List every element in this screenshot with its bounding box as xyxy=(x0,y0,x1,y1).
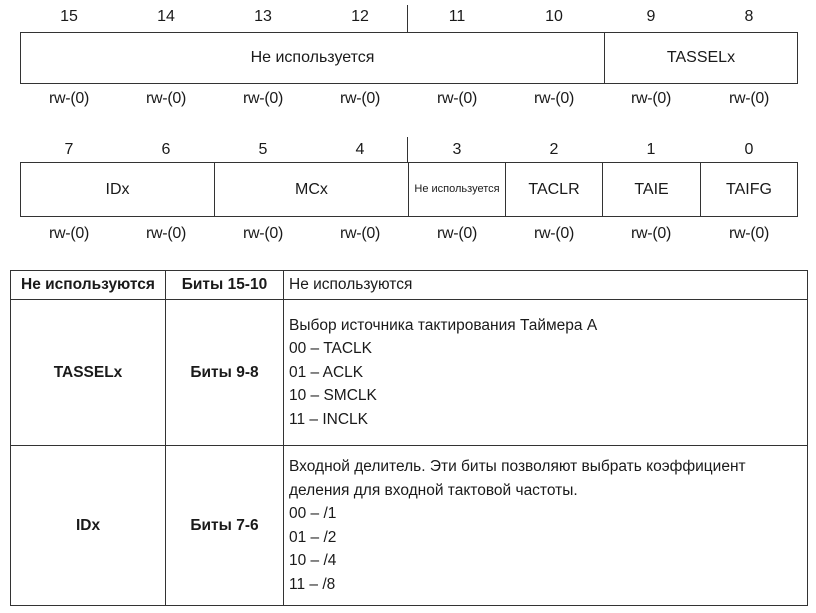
bit-number: 2 xyxy=(549,141,559,158)
bit-number: 3 xyxy=(452,141,462,158)
field-name-cell: TASSELx xyxy=(11,300,166,446)
description-line: Входной делитель. Эти биты позволяют выбрать коэффициент xyxy=(289,458,746,475)
field-description-cell xyxy=(284,300,808,446)
field-taclr: TACLR xyxy=(506,163,603,216)
bit-number: 11 xyxy=(448,8,466,25)
field-bits-cell: Биты 15-10 xyxy=(166,271,284,300)
field-description-cell xyxy=(284,446,808,606)
access-label: rw-(0) xyxy=(437,225,477,242)
access-label: rw-(0) xyxy=(534,225,574,242)
access-label: rw-(0) xyxy=(340,225,380,242)
access-label: rw-(0) xyxy=(340,90,380,107)
bit-number: 15 xyxy=(60,8,78,25)
bit-number: 12 xyxy=(351,8,369,25)
table-row xyxy=(11,300,808,446)
byte-separator xyxy=(407,5,408,32)
access-label: rw-(0) xyxy=(146,225,186,242)
bit-number: 1 xyxy=(646,141,656,158)
access-label: rw-(0) xyxy=(146,90,186,107)
field-idx: IDx xyxy=(21,163,215,216)
description-line: 11 – INCLK xyxy=(289,410,368,428)
upper-access-row xyxy=(20,90,800,110)
field-taifg: TAIFG xyxy=(726,180,772,198)
description-line: 00 – /1 xyxy=(289,505,337,522)
access-label: rw-(0) xyxy=(49,90,89,107)
field-bits-cell: Биты 7-6 xyxy=(166,446,284,606)
field-name-cell: Не используются xyxy=(11,271,166,300)
byte-separator xyxy=(407,137,408,162)
bit-number: 5 xyxy=(258,141,268,158)
access-label: rw-(0) xyxy=(729,225,769,242)
bit-number: 4 xyxy=(355,141,365,158)
description-line: 10 – /4 xyxy=(289,552,337,569)
bit-description-table xyxy=(10,270,808,606)
lower-register xyxy=(20,162,798,217)
description-line: Не используются xyxy=(289,276,413,293)
field-unused: Не используется xyxy=(21,33,605,83)
description-line: Выбор источника тактирования Таймера A xyxy=(289,316,598,334)
field-description-cell xyxy=(284,271,808,300)
description-line: 00 – TACLK xyxy=(289,340,373,358)
lower-access-row xyxy=(20,225,800,245)
bit-number: 14 xyxy=(157,8,175,25)
bit-number: 8 xyxy=(744,8,754,25)
bit-number: 10 xyxy=(545,8,563,25)
access-label: rw-(0) xyxy=(729,90,769,107)
access-label: rw-(0) xyxy=(243,225,283,242)
field-tasselx: TASSELx xyxy=(666,49,736,66)
field-bits-cell: Биты 9-8 xyxy=(166,300,284,446)
access-label: rw-(0) xyxy=(243,90,283,107)
access-label: rw-(0) xyxy=(631,225,671,242)
upper-register xyxy=(20,32,798,84)
access-label: rw-(0) xyxy=(534,90,574,107)
upper-bit-numbers xyxy=(20,8,800,28)
field-taie: TAIE xyxy=(603,163,701,216)
field-name-cell: IDx xyxy=(11,446,166,606)
lower-bit-numbers xyxy=(20,141,800,161)
access-label: rw-(0) xyxy=(49,225,89,242)
description-line: 10 – SMCLK xyxy=(289,387,377,405)
bit-number: 6 xyxy=(161,141,171,158)
bit-number: 13 xyxy=(254,8,272,25)
description-line: деления для входной тактовой частоты. xyxy=(289,481,578,499)
bit-number: 0 xyxy=(744,141,754,158)
description-line: 01 – /2 xyxy=(289,528,337,546)
description-line: 01 – ACLK xyxy=(289,363,364,381)
table-row xyxy=(11,446,808,606)
description-line: 11 – /8 xyxy=(289,575,336,593)
field-unused-bit3: Не используется xyxy=(409,163,506,216)
bit-number: 9 xyxy=(646,8,656,25)
field-mcx: MCx xyxy=(215,163,409,216)
access-label: rw-(0) xyxy=(631,90,671,107)
table-row xyxy=(11,271,808,300)
bit-number: 7 xyxy=(64,141,74,158)
access-label: rw-(0) xyxy=(437,90,477,107)
